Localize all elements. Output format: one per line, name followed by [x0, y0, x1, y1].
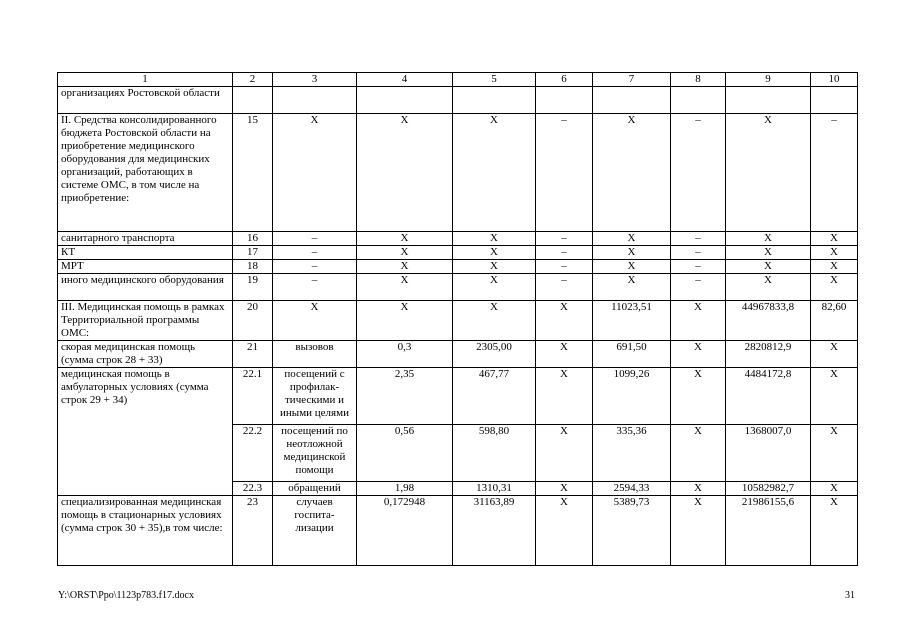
table-cell: 82,60	[811, 301, 858, 341]
table-cell: Х	[593, 232, 671, 246]
row-description: МРТ	[58, 260, 233, 274]
table-cell: 18	[233, 260, 273, 274]
table-cell: 1,98	[357, 482, 453, 496]
row-description: II. Средства консолидированного бюджета Ростовской области на приобретение медицинского оборудования для медицинских организаций, работающих в системе ОМС, в том числе на приобретение:	[58, 114, 233, 232]
table-cell: –	[273, 274, 357, 301]
row-description: санитарного транспорта	[58, 232, 233, 246]
table-cell: –	[671, 114, 726, 232]
table-cell: посещений по неотложной медицинской помощи	[273, 425, 357, 482]
table-cell: Х	[671, 368, 726, 425]
table-cell: Х	[811, 274, 858, 301]
table-cell: –	[811, 114, 858, 232]
table-cell: 0,3	[357, 341, 453, 368]
table-cell: –	[536, 274, 593, 301]
table-cell: Х	[671, 496, 726, 566]
table-cell: вызовов	[273, 341, 357, 368]
table-cell: Х	[726, 260, 811, 274]
table-cell: –	[536, 232, 593, 246]
table-cell: 335,36	[593, 425, 671, 482]
table-cell: Х	[453, 232, 536, 246]
header-row	[58, 73, 858, 87]
table-row	[58, 301, 858, 341]
table-cell: 5389,73	[593, 496, 671, 566]
table-cell: 2,35	[357, 368, 453, 425]
document-path: Y:\ORST\Ppo\1123p783.f17.docx	[58, 590, 194, 601]
table-cell: Х	[536, 301, 593, 341]
table-cell: Х	[536, 368, 593, 425]
table-cell	[726, 87, 811, 114]
table-cell: Х	[536, 425, 593, 482]
table-cell: –	[536, 260, 593, 274]
table-cell: Х	[811, 246, 858, 260]
header-cell: 10	[811, 73, 858, 87]
row-description: специализированная медицинская помощь в стационарных условиях (сумма строк 30 + 35),в том числе:	[58, 496, 233, 566]
table-cell: Х	[811, 260, 858, 274]
table-cell: Х	[453, 260, 536, 274]
table-row	[58, 496, 858, 566]
table-cell	[453, 87, 536, 114]
table-row	[58, 274, 858, 301]
table-cell: 1310,31	[453, 482, 536, 496]
header-cell: 2	[233, 73, 273, 87]
header-cell: 6	[536, 73, 593, 87]
table-cell: Х	[593, 274, 671, 301]
header-cell: 4	[357, 73, 453, 87]
header-cell: 8	[671, 73, 726, 87]
table-cell: 4484172,8	[726, 368, 811, 425]
table-cell: Х	[357, 246, 453, 260]
table-cell: Х	[593, 260, 671, 274]
table-cell: посещений с профилак-тическими и иными целями	[273, 368, 357, 425]
table-cell: Х	[811, 425, 858, 482]
row-description: иного медицинского оборудования	[58, 274, 233, 301]
table-cell: –	[671, 232, 726, 246]
table-cell	[593, 87, 671, 114]
table-cell: 2820812,9	[726, 341, 811, 368]
table-cell: случаев госпита-лизации	[273, 496, 357, 566]
table-cell: Х	[536, 482, 593, 496]
row-description: скорая медицинская помощь (сумма строк 28 + 33)	[58, 341, 233, 368]
table-cell: 15	[233, 114, 273, 232]
table-cell: –	[671, 246, 726, 260]
header-cell: 1	[58, 73, 233, 87]
table-cell: Х	[357, 232, 453, 246]
table-cell: 19	[233, 274, 273, 301]
table-cell	[536, 87, 593, 114]
table-cell: Х	[273, 301, 357, 341]
table-cell: 22.3	[233, 482, 273, 496]
table-cell: Х	[671, 341, 726, 368]
table-cell: 1099,26	[593, 368, 671, 425]
table-cell: –	[536, 246, 593, 260]
table-cell: 17	[233, 246, 273, 260]
table-row	[58, 232, 858, 246]
table-cell: Х	[593, 114, 671, 232]
table-cell: Х	[593, 246, 671, 260]
table-cell: Х	[671, 425, 726, 482]
table-cell: Х	[726, 274, 811, 301]
table-cell: 22.2	[233, 425, 273, 482]
table-cell: –	[273, 232, 357, 246]
table-cell: –	[536, 114, 593, 232]
table-cell: Х	[453, 274, 536, 301]
table-cell: Х	[357, 114, 453, 232]
table-cell: 44967833,8	[726, 301, 811, 341]
row-description: организациях Ростовской области	[58, 87, 233, 114]
table-cell: 0,172948	[357, 496, 453, 566]
header-cell: 7	[593, 73, 671, 87]
table-cell: 31163,89	[453, 496, 536, 566]
table-cell: 22.1	[233, 368, 273, 425]
table-cell: –	[671, 274, 726, 301]
table-cell: Х	[536, 341, 593, 368]
table-cell: Х	[726, 114, 811, 232]
table-cell: –	[671, 260, 726, 274]
budget-table	[57, 72, 858, 566]
header-cell: 9	[726, 73, 811, 87]
table-cell: 11023,51	[593, 301, 671, 341]
table-cell: 467,77	[453, 368, 536, 425]
table-cell: Х	[453, 246, 536, 260]
header-cell: 3	[273, 73, 357, 87]
table-cell: Х	[671, 482, 726, 496]
table-cell: 0,56	[357, 425, 453, 482]
table-cell: Х	[811, 368, 858, 425]
table-cell: Х	[273, 114, 357, 232]
table-cell: Х	[811, 232, 858, 246]
table-cell: Х	[726, 232, 811, 246]
table-cell: 16	[233, 232, 273, 246]
table-cell	[233, 87, 273, 114]
table-cell: 23	[233, 496, 273, 566]
table-row	[58, 341, 858, 368]
table-cell: Х	[357, 260, 453, 274]
table-cell: Х	[453, 114, 536, 232]
table-row	[58, 368, 858, 425]
table-cell	[273, 87, 357, 114]
table-cell: Х	[357, 301, 453, 341]
table-cell	[357, 87, 453, 114]
table-cell: –	[273, 260, 357, 274]
table-cell: 2594,33	[593, 482, 671, 496]
table-row	[58, 114, 858, 232]
table-row	[58, 87, 858, 114]
table-cell: –	[273, 246, 357, 260]
table-row	[58, 246, 858, 260]
table-cell: Х	[811, 341, 858, 368]
table-cell: Х	[811, 496, 858, 566]
table-cell: 21	[233, 341, 273, 368]
table-cell: 1368007,0	[726, 425, 811, 482]
table-cell: Х	[726, 246, 811, 260]
table-cell: 21986155,6	[726, 496, 811, 566]
table-cell	[811, 87, 858, 114]
row-description: медицинская помощь в амбулаторных условиях (сумма строк 29 + 34)	[58, 368, 233, 496]
page-number: 31	[845, 590, 855, 601]
header-cell: 5	[453, 73, 536, 87]
table-cell: 691,50	[593, 341, 671, 368]
table-cell: Х	[811, 482, 858, 496]
table-cell: Х	[536, 496, 593, 566]
table-cell	[671, 87, 726, 114]
table-cell: Х	[671, 301, 726, 341]
table-cell: Х	[357, 274, 453, 301]
table-cell: Х	[453, 301, 536, 341]
table-cell: 598,80	[453, 425, 536, 482]
table-cell: обращений	[273, 482, 357, 496]
table-cell: 2305,00	[453, 341, 536, 368]
row-description: КТ	[58, 246, 233, 260]
table-cell: 10582982,7	[726, 482, 811, 496]
table-cell: 20	[233, 301, 273, 341]
row-description: III. Медицинская помощь в рамках Территориальной программы ОМС:	[58, 301, 233, 341]
table-row	[58, 260, 858, 274]
